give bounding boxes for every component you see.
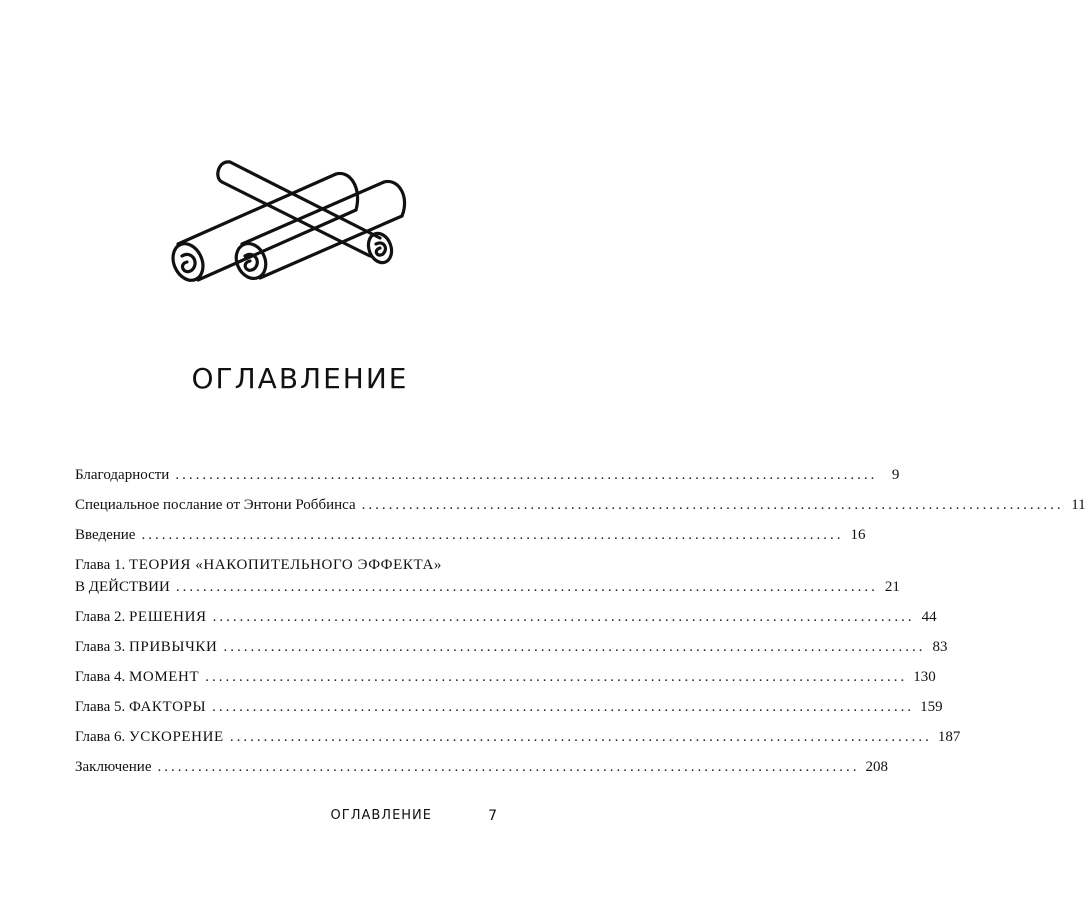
toc-entry-page: 83 <box>932 639 948 655</box>
toc-entry-label: Введение <box>75 527 136 543</box>
toc-entry-page: 9 <box>891 467 900 483</box>
toc-entry-label: Специальное послание от Энтони Роббинса <box>75 497 356 513</box>
footer-section-title: ОГЛАВЛЕНИЕ <box>330 808 432 823</box>
toc-entry-label <box>75 554 442 576</box>
toc-entry-label: Благодарности <box>75 467 170 483</box>
toc-entry-page: 159 <box>920 699 943 715</box>
chapter-prefix: Глава 1. <box>75 557 126 573</box>
toc-entry-label <box>75 696 206 718</box>
chapter-title: МОМЕНТ <box>128 669 200 685</box>
toc-entry-label <box>75 666 199 688</box>
chapter-title-line-2: В ДЕЙСТВИИ <box>75 579 170 595</box>
toc-entry-special-message <box>75 494 1086 516</box>
table-of-contents <box>75 464 1086 786</box>
dot-leader: ........................................................................................................ <box>175 579 878 595</box>
toc-entry-chapter-5 <box>75 696 943 718</box>
toc-entry-label: Заключение <box>75 759 152 775</box>
toc-entry-page: 11 <box>1071 497 1086 513</box>
chapter-prefix: Глава 5. <box>75 699 126 715</box>
chapter-title: РЕШЕНИЯ <box>128 609 207 625</box>
toc-entry-conclusion <box>75 756 888 778</box>
chapter-title: ФАКТОРЫ <box>128 699 207 715</box>
chapter-prefix: Глава 4. <box>75 669 126 685</box>
dot-leader: ........................................................................................................ <box>212 699 915 715</box>
toc-entry-label <box>75 606 207 628</box>
dot-leader: ........................................................................................................ <box>157 759 860 775</box>
toc-entry-label <box>75 726 224 748</box>
dot-leader: ........................................................................................................ <box>212 609 915 625</box>
toc-entry-page: 16 <box>850 527 866 543</box>
chapter-title: ПРИВЫЧКИ <box>128 639 218 655</box>
chapter-title-line-1: ТЕОРИЯ «НАКОПИТЕЛЬНОГО ЭФФЕКТА» <box>128 557 443 573</box>
chapter-title: УСКОРЕНИЕ <box>128 729 224 745</box>
chapter-prefix: Глава 3. <box>75 639 126 655</box>
toc-entry-chapter-4 <box>75 666 936 688</box>
cinnamon-sticks-icon <box>158 152 428 302</box>
toc-entry-chapter-6 <box>75 726 961 748</box>
running-footer <box>0 808 600 828</box>
toc-entry-label <box>75 636 217 658</box>
toc-entry-chapter-3 <box>75 636 948 658</box>
chapter-prefix: Глава 2. <box>75 609 126 625</box>
chapter-prefix: Глава 6. <box>75 729 126 745</box>
dot-leader: ........................................................................................................ <box>175 467 878 483</box>
toc-entry-acknowledgments <box>75 464 900 486</box>
toc-entry-page: 187 <box>937 729 961 745</box>
toc-entry-page: 44 <box>921 609 937 625</box>
toc-entry-page: 130 <box>913 669 936 685</box>
dot-leader: ........................................................................................................ <box>205 669 908 685</box>
toc-entry-chapter-1 <box>75 554 900 598</box>
toc-entry-page: 208 <box>865 759 888 775</box>
footer-page-number: 7 <box>488 808 497 824</box>
toc-entry-introduction <box>75 524 866 546</box>
dot-leader: ........................................................................................................ <box>223 639 926 655</box>
dot-leader: ........................................................................................................ <box>229 729 932 745</box>
toc-entry-page: 21 <box>884 579 900 595</box>
dot-leader: ........................................................................................................ <box>141 527 844 543</box>
dot-leader: ........................................................................................................ <box>361 497 1064 513</box>
page-title: ОГЛАВЛЕНИЕ <box>191 362 409 395</box>
toc-entry-chapter-2 <box>75 606 937 628</box>
